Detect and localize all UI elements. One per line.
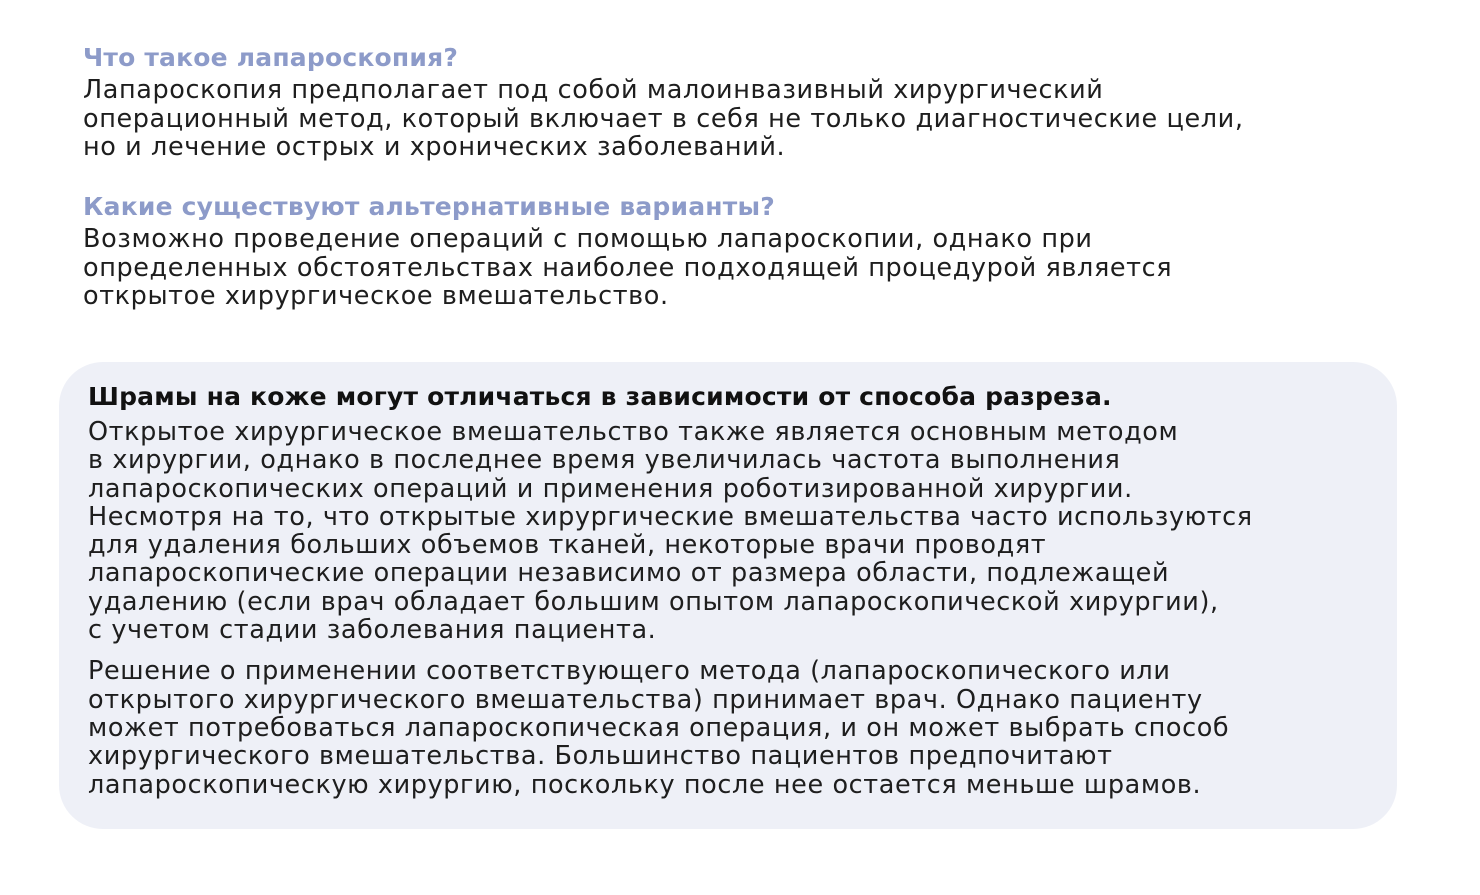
card-paragraph: Открытое хирургическое вмешательство также является основным методом в хирургии, однако в последнее время увеличилась частота выполнения лапароскопических операций и применения роботизированной хирургии. Несмотря на то, что открытые хирургические вмешательства часто используются для удаления больших объемов тканей, некоторые врачи проводят лапароскопические операции независимо от размера области, подлежащей удалению (если врач обладает большим опытом лапароскопической хирургии), с учетом стадии заболевания пациента.: [88, 417, 1253, 646]
card-content: [88, 380, 1378, 799]
section-what-is-laparoscopy: [83, 42, 1403, 162]
card-paragraph: Решение о применении соответствующего метода (лапароскопического или открытого хирургического вмешательства) принимает врач. Однако пациенту может потребоваться лапароскопическая операция, и он может выбрать способ хирургического вмешательства. Большинство пациентов предпочитают лапароскопическую хирургию, поскольку после нее остается меньше шрамов.: [88, 656, 1230, 800]
card-title: Шрамы на коже могут отличаться в зависимости от способа разреза.: [88, 382, 1112, 411]
section-text: Возможно проведение операций с помощью лапароскопии, однако при определенных обстоятельствах наиболее подходящей процедурой является открытое хирургическое вмешательство.: [83, 224, 1173, 311]
section-title: Какие существуют альтернативные варианты?: [83, 192, 775, 221]
section-text: Лапароскопия предполагает под собой малоинвазивный хирургический операционный метод, который включает в себя не только диагностические цели, но и лечение острых и хронических заболеваний.: [83, 75, 1244, 162]
scars-info-card: [59, 362, 1397, 829]
section-alternatives: [83, 191, 1403, 311]
section-title: Что такое лапароскопия?: [83, 43, 459, 72]
